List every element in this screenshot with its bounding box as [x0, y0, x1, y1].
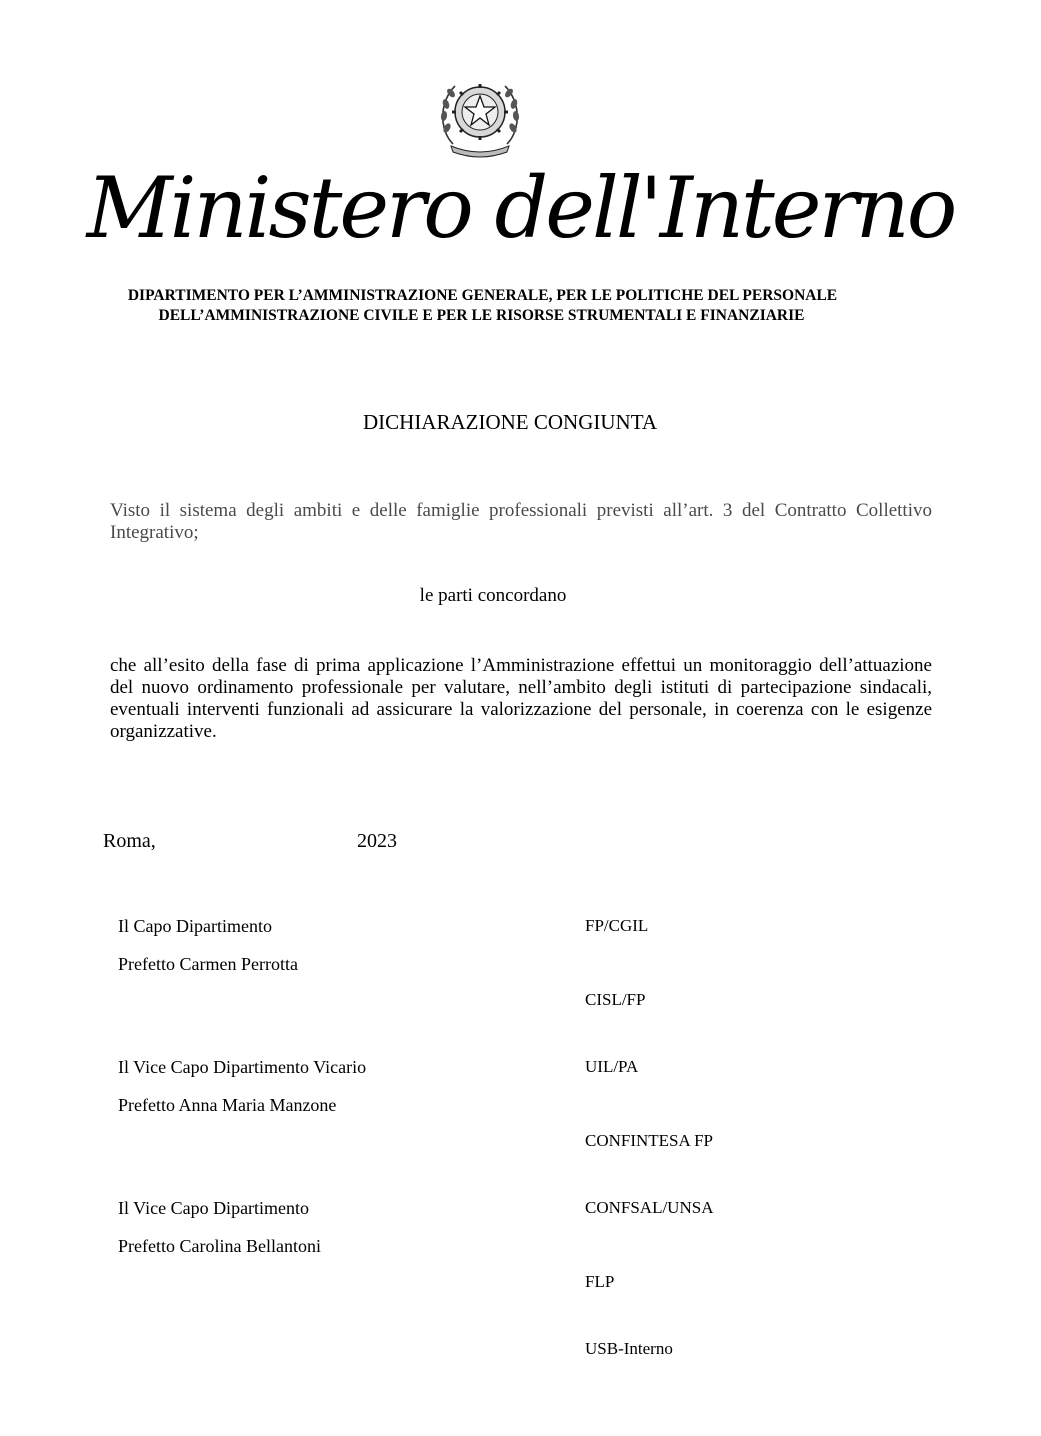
- paragraph-che: che all’esito della fase di prima applicazione l’Amministrazione effettui un monitoraggio dell’attuazione del nuovo ordinamento professionale per valutare, nell’ambito degli istituti di partecipazione sindacali, eventuali interventi funzionali ad assicurare la valorizzazione del personale, in coerenza con le esigenze organizzative.: [110, 655, 932, 742]
- document-title: DICHIARAZIONE CONGIUNTA: [362, 410, 658, 434]
- italian-republic-emblem-icon: [435, 66, 525, 162]
- year-label: 2023: [357, 830, 397, 852]
- signatory-name-2: Prefetto Anna Maria Manzone: [118, 1095, 337, 1115]
- union-confintesa-fp: CONFINTESA FP: [585, 1131, 714, 1150]
- le-parti-concordano: le parti concordano: [419, 585, 567, 606]
- signatory-role-1: Il Capo Dipartimento: [118, 916, 272, 936]
- signatory-role-2: Il Vice Capo Dipartimento Vicario: [118, 1057, 367, 1077]
- department-line-1: DIPARTIMENTO PER L’AMMINISTRAZIONE GENERALE, PER LE POLITICHE DEL PERSONALE: [127, 287, 838, 304]
- ministry-title: Ministero dell'Interno: [86, 159, 955, 257]
- union-flp: FLP: [585, 1272, 615, 1291]
- signatory-name-3: Prefetto Carolina Bellantoni: [118, 1236, 321, 1256]
- union-uil-pa: UIL/PA: [585, 1057, 639, 1076]
- place-label: Roma,: [103, 830, 156, 852]
- signatory-name-1: Prefetto Carmen Perrotta: [118, 954, 298, 974]
- union-fp-cgil: FP/CGIL: [585, 916, 649, 935]
- union-usb-interno: USB-Interno: [585, 1339, 673, 1358]
- union-confsal-unsa: CONFSAL/UNSA: [585, 1198, 714, 1217]
- paragraph-visto: Visto il sistema degli ambiti e delle famiglie professionali previsti all’art. 3 del Contratto Collettivo Integrativo;: [110, 500, 932, 543]
- department-line-2: DELL’AMMINISTRAZIONE CIVILE E PER LE RISORSE STRUMENTALI E FINANZIARIE: [158, 307, 805, 324]
- union-cisl-fp: CISL/FP: [585, 990, 646, 1009]
- signatory-role-3: Il Vice Capo Dipartimento: [118, 1198, 310, 1218]
